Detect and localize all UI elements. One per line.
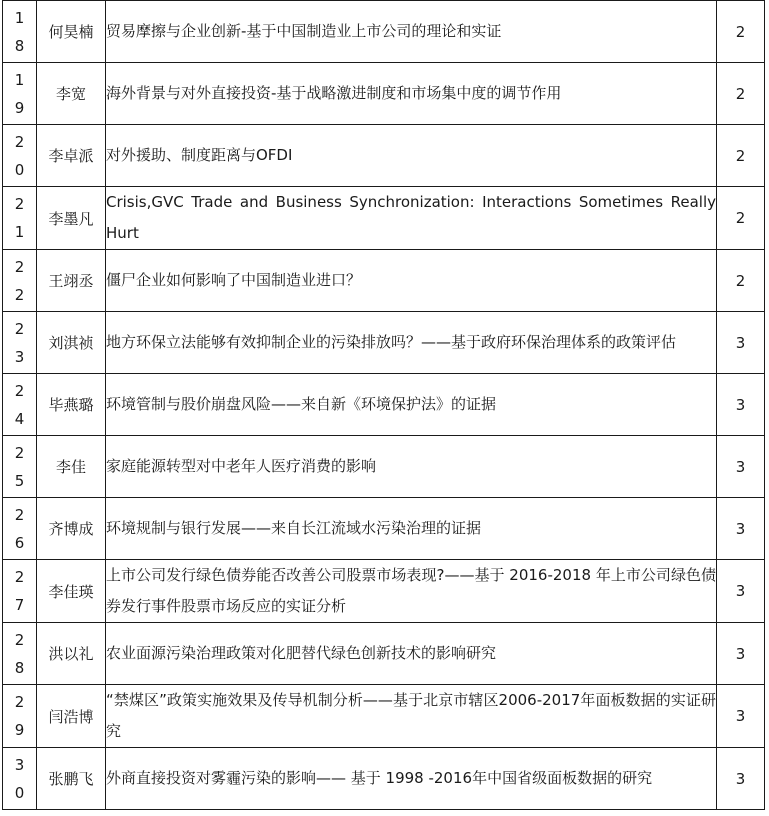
table-row xyxy=(3,312,765,374)
author-name: 刘淇祯 xyxy=(37,312,106,374)
award-level: 3 xyxy=(717,498,765,560)
table-row xyxy=(3,125,765,187)
author-name: 张鹏飞 xyxy=(37,748,106,810)
award-level: 2 xyxy=(717,63,765,125)
paper-title: 环境规制与银行发展——来自长江流域水污染治理的证据 xyxy=(106,498,717,560)
award-level: 3 xyxy=(717,748,765,810)
table-row xyxy=(3,63,765,125)
paper-title: 海外背景与对外直接投资-基于战略激进制度和市场集中度的调节作用 xyxy=(106,63,717,125)
award-level: 3 xyxy=(717,436,765,498)
row-number-cell xyxy=(3,498,37,560)
awards-table xyxy=(2,0,765,810)
row-number-digit: 2 xyxy=(14,443,25,462)
award-level: 3 xyxy=(717,560,765,623)
row-number-digit: 2 xyxy=(14,693,25,711)
row-number-digit: 8 xyxy=(14,658,25,677)
row-number-digit: 2 xyxy=(14,505,25,524)
row-number-digit: 5 xyxy=(14,471,25,490)
author-name: 何昊楠 xyxy=(37,1,106,63)
paper-title: “禁煤区”政策实施效果及传导机制分析——基于北京市辖区2006-2017年面板数据的实证研究 xyxy=(106,685,717,748)
row-number-digit: 7 xyxy=(14,596,25,614)
author-name: 李佳瑛 xyxy=(37,560,106,623)
row-number-cell xyxy=(3,685,37,748)
row-number-digit: 2 xyxy=(14,257,25,276)
paper-title: 对外援助、制度距离与OFDI xyxy=(106,125,717,187)
table-row xyxy=(3,498,765,560)
author-name: 洪以礼 xyxy=(37,623,106,685)
award-level: 2 xyxy=(717,125,765,187)
row-number-cell xyxy=(3,1,37,63)
row-number-digit: 2 xyxy=(14,381,25,400)
row-number-cell xyxy=(3,312,37,374)
table-row xyxy=(3,623,765,685)
award-level: 3 xyxy=(717,312,765,374)
award-level: 3 xyxy=(717,685,765,748)
row-number-cell xyxy=(3,560,37,623)
paper-title: 家庭能源转型对中老年人医疗消费的影响 xyxy=(106,436,717,498)
table-row xyxy=(3,436,765,498)
row-number-digit: 6 xyxy=(14,533,25,552)
row-number-digit: 4 xyxy=(14,409,25,428)
author-name: 李墨凡 xyxy=(37,187,106,250)
row-number-digit: 2 xyxy=(14,319,25,338)
row-number-digit: 1 xyxy=(14,70,25,89)
award-level: 2 xyxy=(717,187,765,250)
award-level: 3 xyxy=(717,623,765,685)
row-number-cell xyxy=(3,748,37,810)
author-name: 李宽 xyxy=(37,63,106,125)
row-number-cell xyxy=(3,436,37,498)
author-name: 王翊丞 xyxy=(37,250,106,312)
row-number-digit: 8 xyxy=(14,36,25,55)
row-number-digit: 2 xyxy=(14,195,25,213)
author-name: 闫浩博 xyxy=(37,685,106,748)
paper-title: 僵尸企业如何影响了中国制造业进口？ xyxy=(106,250,717,312)
row-number-digit: 0 xyxy=(14,160,25,179)
table-row xyxy=(3,748,765,810)
row-number-digit: 1 xyxy=(14,223,25,241)
row-number-cell xyxy=(3,187,37,250)
table-row xyxy=(3,1,765,63)
paper-title: 贸易摩擦与企业创新-基于中国制造业上市公司的理论和实证 xyxy=(106,1,717,63)
row-number-digit: 3 xyxy=(14,347,25,366)
row-number-digit: 2 xyxy=(14,630,25,649)
row-number-cell xyxy=(3,250,37,312)
paper-title: 外商直接投资对雾霾污染的影响—— 基于 1998 -2016年中国省级面板数据的研究 xyxy=(106,748,717,810)
table-row xyxy=(3,250,765,312)
table-row xyxy=(3,187,765,250)
table-row xyxy=(3,560,765,623)
author-name: 毕燕璐 xyxy=(37,374,106,436)
row-number-cell xyxy=(3,623,37,685)
row-number-digit: 1 xyxy=(14,8,25,27)
row-number-digit: 3 xyxy=(14,755,25,774)
award-level: 3 xyxy=(717,374,765,436)
award-level: 2 xyxy=(717,1,765,63)
table-row xyxy=(3,685,765,748)
row-number-digit: 9 xyxy=(14,98,25,117)
row-number-cell xyxy=(3,63,37,125)
award-level: 2 xyxy=(717,250,765,312)
author-name: 李佳 xyxy=(37,436,106,498)
row-number-cell xyxy=(3,374,37,436)
table-body xyxy=(3,1,765,810)
row-number-digit: 2 xyxy=(14,132,25,151)
row-number-digit: 0 xyxy=(14,783,25,802)
paper-title: 环境管制与股价崩盘风险——来自新《环境保护法》的证据 xyxy=(106,374,717,436)
row-number-digit: 9 xyxy=(14,721,25,739)
row-number-cell xyxy=(3,125,37,187)
row-number-digit: 2 xyxy=(14,568,25,586)
author-name: 李卓派 xyxy=(37,125,106,187)
paper-title: 上市公司发行绿色债券能否改善公司股票市场表现?——基于 2016-2018 年上市公司绿色债券发行事件股票市场反应的实证分析 xyxy=(106,560,717,623)
table-row xyxy=(3,374,765,436)
paper-title: Crisis,GVC Trade and Business Synchronization: Interactions Sometimes Really Hurt xyxy=(106,187,717,250)
paper-title: 地方环保立法能够有效抑制企业的污染排放吗？——基于政府环保治理体系的政策评估 xyxy=(106,312,717,374)
paper-title: 农业面源污染治理政策对化肥替代绿色创新技术的影响研究 xyxy=(106,623,717,685)
row-number-digit: 2 xyxy=(14,285,25,304)
author-name: 齐博成 xyxy=(37,498,106,560)
